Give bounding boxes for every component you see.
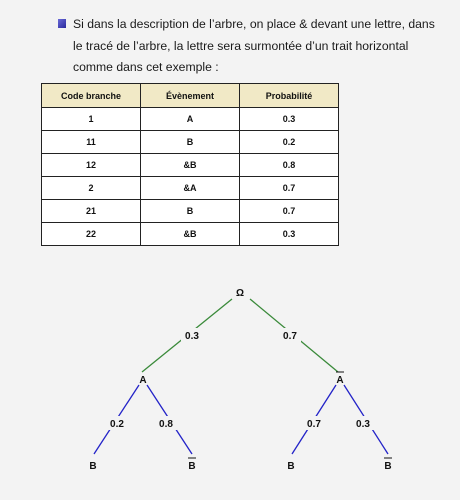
header-code-branche: Code branche <box>42 84 141 108</box>
intro-line-3: comme dans cet exemple : <box>73 60 219 74</box>
table-header-row <box>42 84 339 108</box>
table-row <box>42 154 339 177</box>
intro-line-1: Si dans la description de l’arbre, on place & devant une lettre, dans <box>73 17 435 31</box>
prob-abar: 0.7 <box>283 331 297 342</box>
header-evenement: Évènement <box>141 84 240 108</box>
intro-paragraph <box>73 14 453 79</box>
leaf-bbar-2: B <box>384 461 392 472</box>
cell-prob: 0.7 <box>240 200 339 223</box>
cell-code: 22 <box>42 223 141 246</box>
prob-a-b: 0.2 <box>110 419 124 430</box>
table-row <box>42 108 339 131</box>
cell-code: 1 <box>42 108 141 131</box>
table-row <box>42 131 339 154</box>
bullet-icon <box>58 19 66 28</box>
cell-code: 12 <box>42 154 141 177</box>
table-row <box>42 177 339 200</box>
intro-line-2: le tracé de l’arbre, la lettre sera surmontée d’un trait horizontal <box>73 38 409 53</box>
header-probabilite: Probabilité <box>240 84 339 108</box>
cell-prob: 0.2 <box>240 131 339 154</box>
probability-tree <box>0 270 460 500</box>
node-abar: A <box>336 375 344 386</box>
prob-a-bbar: 0.8 <box>159 419 173 430</box>
leaf-b-2: B <box>287 461 295 472</box>
cell-code: 11 <box>42 131 141 154</box>
tree-root: Ω <box>235 288 245 299</box>
cell-event: B <box>141 131 240 154</box>
leaf-bbar-1: B <box>188 461 196 472</box>
prob-abar-bbar: 0.3 <box>356 419 370 430</box>
table-row <box>42 200 339 223</box>
cell-event: &B <box>141 154 240 177</box>
cell-code: 2 <box>42 177 141 200</box>
cell-prob: 0.3 <box>240 108 339 131</box>
cell-event: B <box>141 200 240 223</box>
cell-event: &A <box>141 177 240 200</box>
prob-a: 0.3 <box>185 331 199 342</box>
node-a: A <box>139 375 147 386</box>
cell-event: A <box>141 108 240 131</box>
cell-prob: 0.8 <box>240 154 339 177</box>
table-row <box>42 223 339 246</box>
cell-prob: 0.3 <box>240 223 339 246</box>
cell-prob: 0.7 <box>240 177 339 200</box>
prob-abar-b: 0.7 <box>307 419 321 430</box>
leaf-b-1: B <box>89 461 97 472</box>
probability-table <box>41 83 339 246</box>
cell-code: 21 <box>42 200 141 223</box>
cell-event: &B <box>141 223 240 246</box>
